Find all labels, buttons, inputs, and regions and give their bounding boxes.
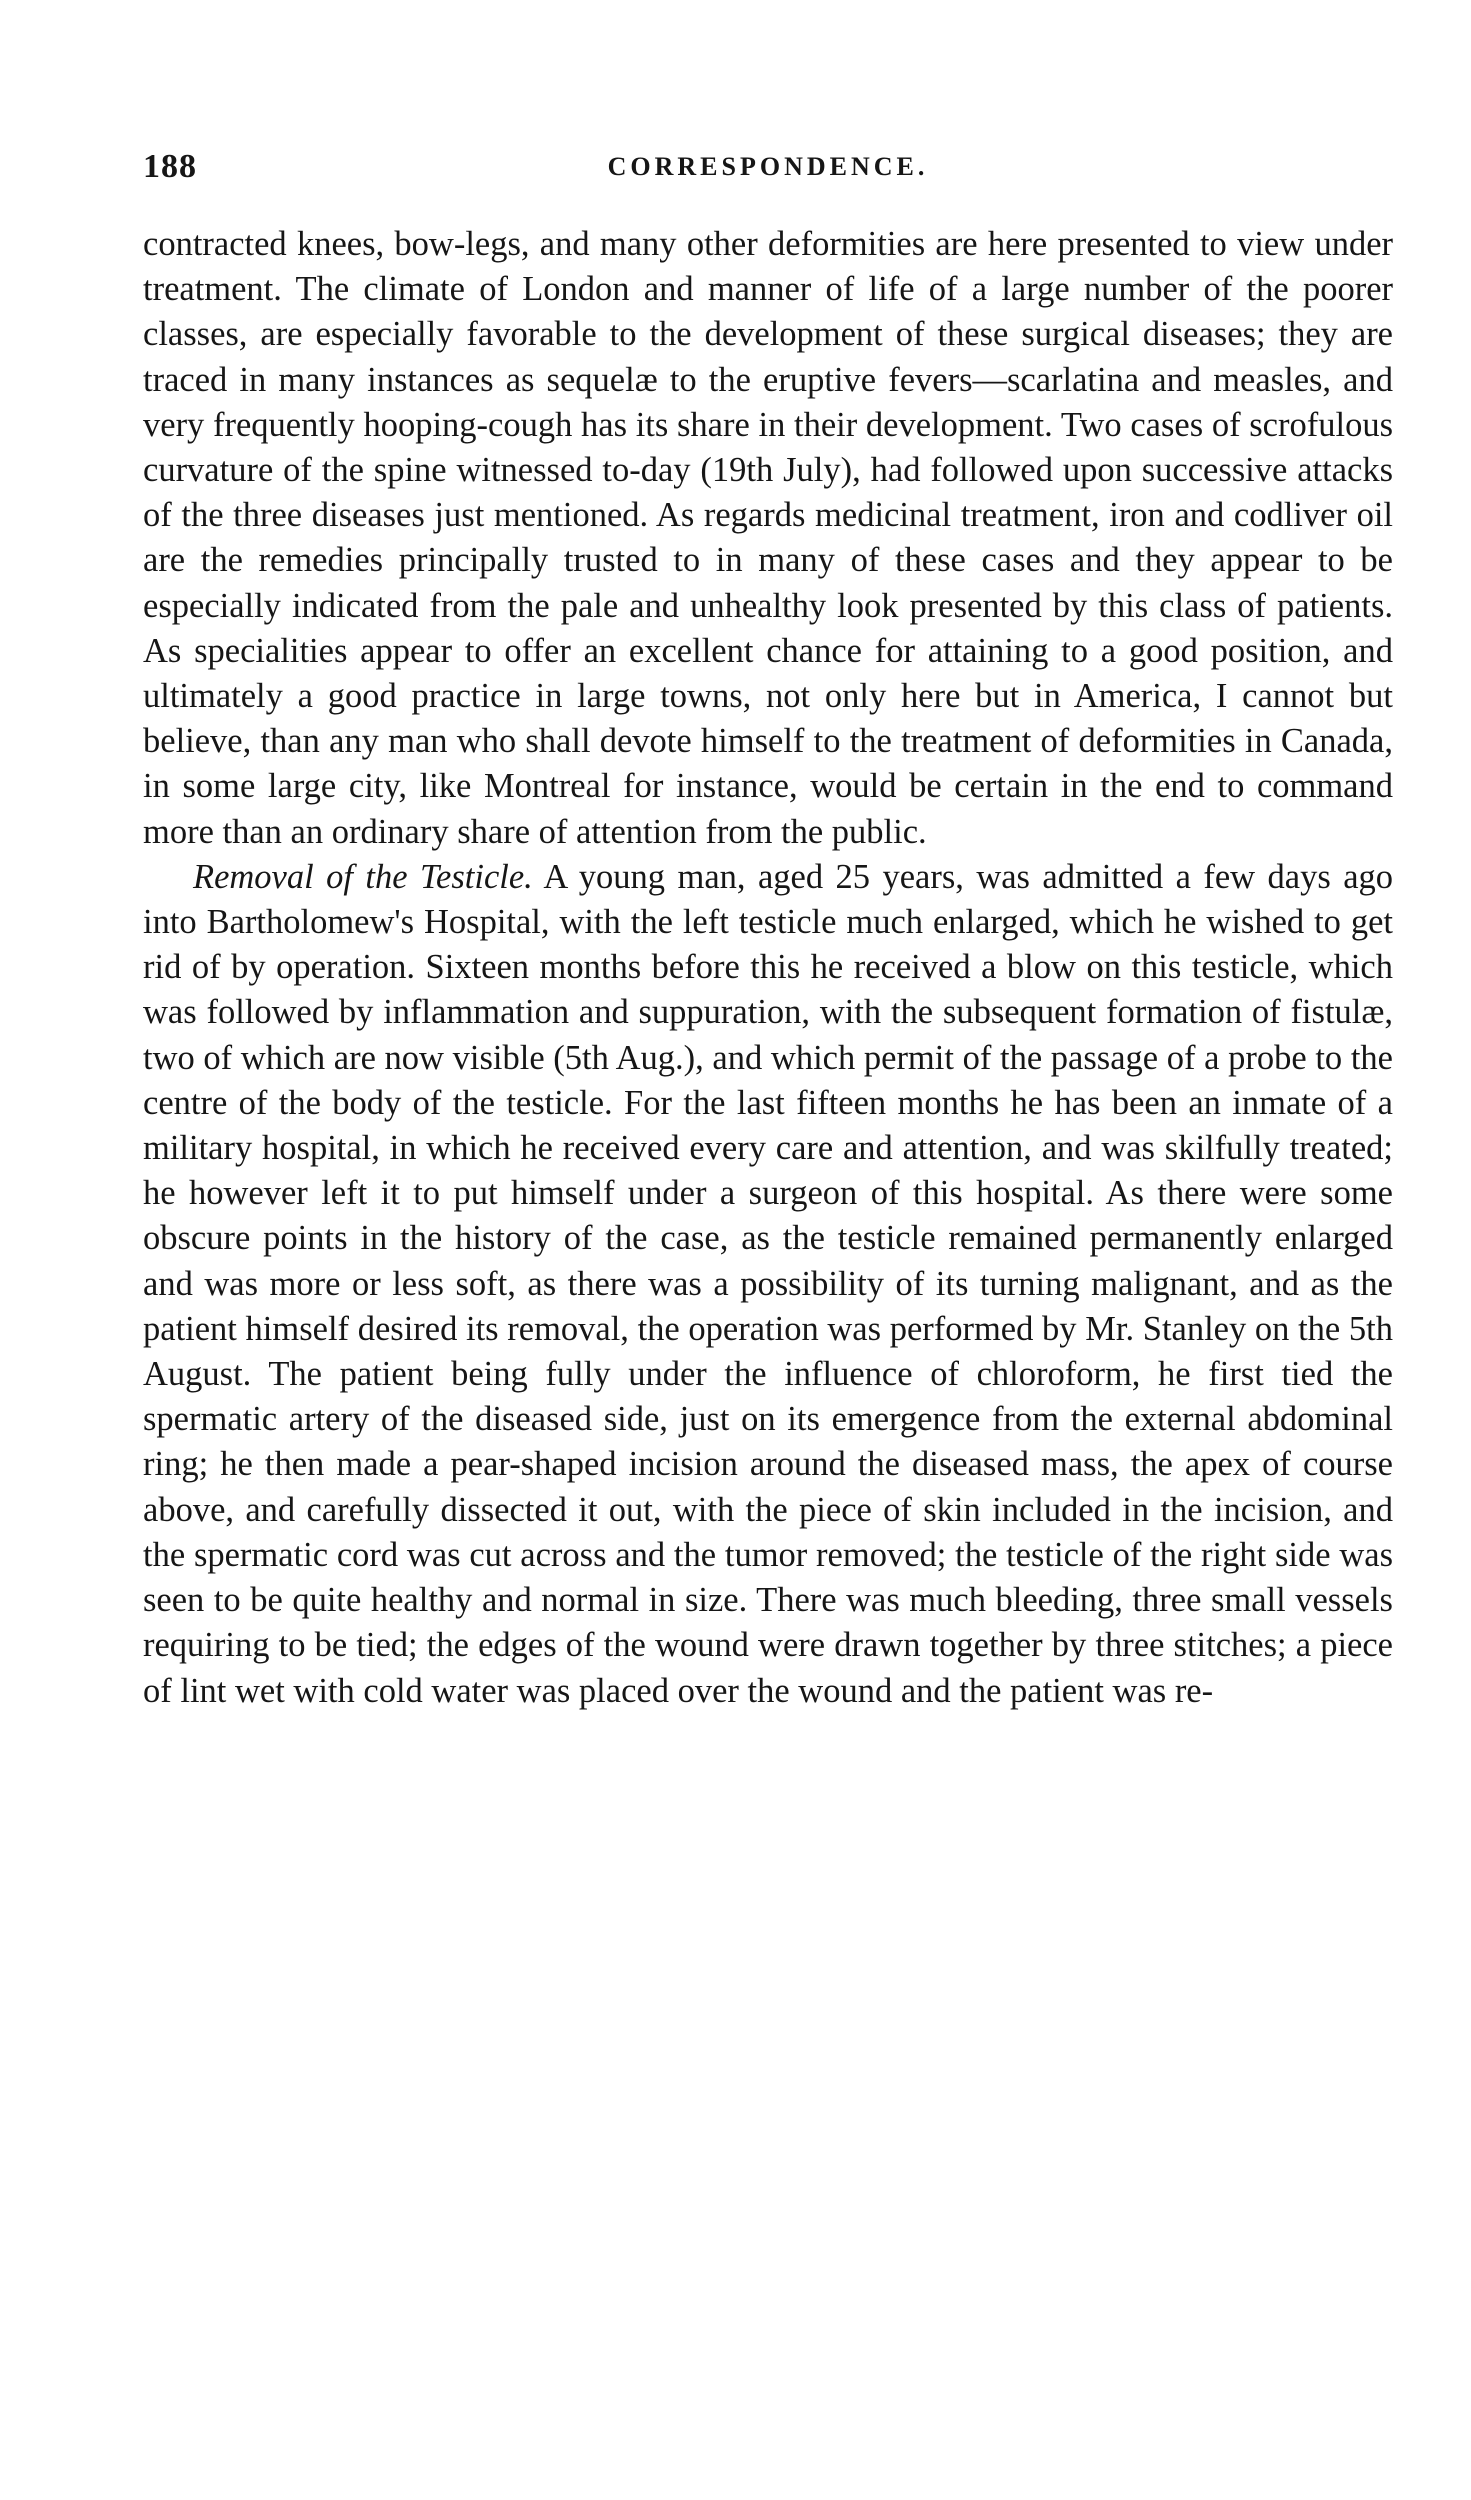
body-text <box>143 222 1393 1714</box>
page-number: 188 <box>143 148 197 185</box>
running-head <box>143 148 1393 188</box>
paragraph-removal-of-testicle-text: A young man, aged 25 years, was admitted a few days ago into Bartholomew's Hospital, with the left testicle much enlarged, which he wished to get rid of by operation. Sixteen months before this he received a blow on this testicle, which was followed by inflammation and suppuration, with the subsequent formation of fistulæ, two of which are now visible (5th Aug.), and which permit of the passage of a probe to the centre of the body of the testicle. For the last fifteen months he has been an inmate of a military hospital, in which he received every care and attention, and was skilfully treated; he however left it to put himself under a surgeon of this hospital. As there were some obscure points in the history of the case, as the testicle remained permanently enlarged and was more or less soft, as there was a possibility of its turning malignant, and as the patient himself desired its removal, the operation was performed by Mr. Stanley on the 5th August. The patient being fully under the influence of chloroform, he first tied the spermatic artery of the diseased side, just on its emergence from the external abdominal ring; he then made a pear-shaped incision around the diseased mass, the apex of course above, and carefully dissected it out, with the piece of skin included in the incision, and the spermatic cord was cut across and the tumor removed; the testicle of the right side was seen to be quite healthy and normal in size. There was much bleeding, three small vessels requiring to be tied; the edges of the wound were drawn together by three stitches; a piece of lint wet with cold water was placed over the wound and the patient was re- <box>143 857 1394 1710</box>
paragraph-deformities: contracted knees, bow-legs, and many other deformities are here presented to view under treatment. The climate of London and manner of life of a large number of the poorer classes, are especially favorable to the development of these surgical diseases; they are traced in many instances as sequelæ to the eruptive fevers—scarlatina and measles, and very frequently hooping-cough has its share in their development. Two cases of scrofulous curvature of the spine witnessed to-day (19th July), had followed upon successive attacks of the three diseases just mentioned. As regards medicinal treatment, iron and codliver oil are the remedies principally trusted to in many of these cases and they appear to be especially indicated from the pale and unhealthy look presented by this class of patients. As specialities appear to offer an excellent chance for attaining to a good position, and ultimately a good practice in large towns, not only here but in America, I cannot but believe, than any man who shall devote himself to the treatment of deformities in Canada, in some large city, like Montreal for instance, would be certain in the end to command more than an ordinary share of attention from the public. <box>143 225 1393 851</box>
section-title-removal-of-testicle: Removal of the Testicle. <box>193 857 533 896</box>
running-title: CORRESPONDENCE. <box>607 152 929 181</box>
paragraph-removal-of-testicle <box>143 855 1393 1714</box>
